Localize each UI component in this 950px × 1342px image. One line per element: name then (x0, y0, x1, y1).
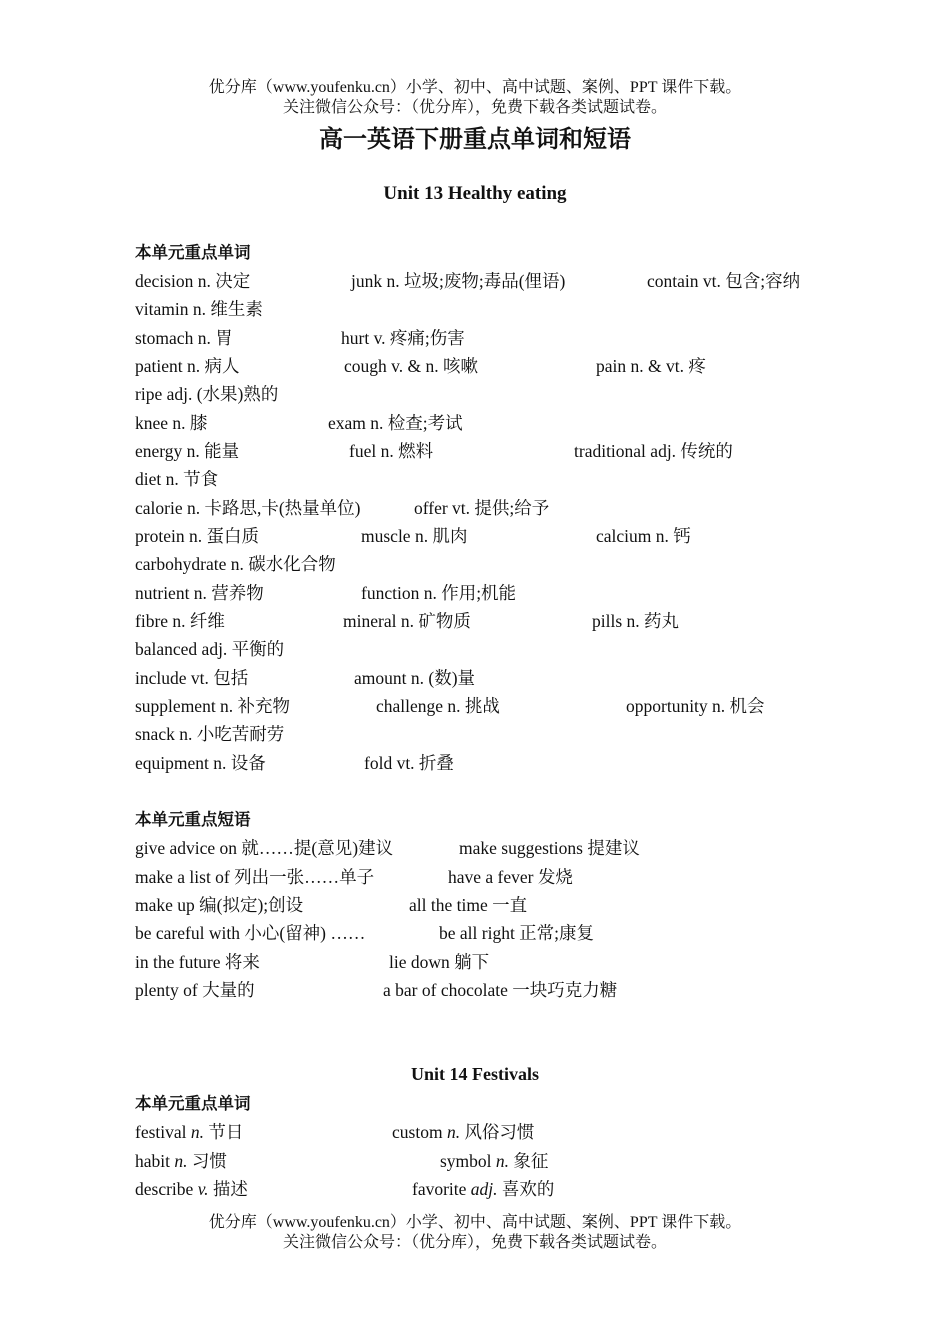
phrase-entry: make suggestions 提建议 (459, 838, 640, 858)
vocab-entry (440, 1147, 548, 1175)
vocab-row (0, 494, 950, 522)
document-title: 高一英语下册重点单词和短语 (319, 125, 631, 153)
vocab-entry: hurt v. 疼痛;伤害 (341, 328, 465, 348)
phrase-entry: give advice on 就……提(意见)建议 (135, 838, 394, 858)
vocab-entry: contain vt. 包含;容纳 (647, 271, 801, 291)
vocab-meaning: 象征 (509, 1151, 549, 1171)
vocab-row (0, 1147, 950, 1175)
vocab-word: favorite (412, 1179, 471, 1199)
vocab-entry: ripe adj. (水果)熟的 (135, 384, 279, 404)
vocab-entry: diet n. 节食 (135, 469, 219, 489)
vocab-entry: traditional adj. 传统的 (574, 441, 733, 461)
vocab-row (0, 1175, 950, 1203)
vocab-row (0, 437, 950, 465)
page-header-line-2: 关注微信公众号：（优分库），免费下载各类试题试卷。 (282, 99, 667, 116)
vocab-row (0, 579, 950, 607)
vocab-row (0, 1118, 950, 1146)
vocab-entry: pills n. 药丸 (592, 611, 680, 631)
phrase-entry: a bar of chocolate 一块巧克力糖 (383, 980, 618, 1000)
vocab-word: habit (135, 1151, 175, 1171)
vocab-entry: challenge n. 挑战 (376, 696, 500, 716)
vocab-row (0, 692, 950, 720)
vocab-row (0, 607, 950, 635)
vocab-pos: n. (495, 1151, 510, 1171)
phrase-entry: have a fever 发烧 (448, 867, 573, 887)
vocab-entry: knee n. 膝 (135, 413, 208, 433)
vocab-meaning: 习惯 (187, 1151, 227, 1171)
vocab-row (0, 267, 950, 295)
vocab-entry: opportunity n. 机会 (626, 696, 765, 716)
vocab-entry: junk n. 垃圾;废物;毒品(俚语) (351, 271, 566, 291)
vocab-entry: fibre n. 纤维 (135, 611, 225, 631)
vocab-row (0, 664, 950, 692)
phrase-row (0, 863, 950, 891)
vocab-entry: decision n. 决定 (135, 271, 251, 291)
vocab-pos: adj. (470, 1179, 498, 1199)
phrase-entry: plenty of 大量的 (135, 980, 255, 1000)
vocab-row (0, 380, 950, 408)
vocab-entry (135, 1147, 227, 1175)
phrase-entry: make up 编(拟定);创设 (135, 895, 304, 915)
vocab-entry: pain n. & vt. 疼 (596, 356, 706, 376)
unit13-words-heading: 本单元重点单词 (135, 243, 251, 262)
vocab-row (0, 352, 950, 380)
vocab-row (0, 409, 950, 437)
unit13-phrases-heading-row (0, 806, 950, 834)
vocab-entry: offer vt. 提供;给予 (414, 498, 550, 518)
vocab-entry: fuel n. 燃料 (349, 441, 434, 461)
vocab-entry: include vt. 包括 (135, 668, 249, 688)
vocab-meaning: 描述 (208, 1179, 248, 1199)
page-header-line-1: 优分库（www.youfenku.cn）小学、初中、高中试题、案例、PPT 课件下载。 (208, 79, 742, 96)
vocab-entry (392, 1118, 534, 1146)
unit13-phrases-heading: 本单元重点短语 (135, 810, 251, 829)
vocab-entry: muscle n. 肌肉 (361, 526, 468, 546)
vocab-entry: energy n. 能量 (135, 441, 240, 461)
vocab-meaning: 风俗习惯 (460, 1122, 535, 1142)
phrase-row (0, 976, 950, 1004)
vocab-meaning: 节日 (204, 1122, 244, 1142)
vocab-pos: v. (197, 1179, 209, 1199)
vocab-entry: snack n. 小吃苦耐劳 (135, 724, 285, 744)
vocab-row (0, 522, 950, 550)
unit14-words-heading: 本单元重点单词 (135, 1094, 251, 1113)
vocab-row (0, 550, 950, 578)
unit13-words-heading-row (0, 239, 950, 267)
phrase-entry: in the future 将来 (135, 952, 260, 972)
vocab-row (0, 720, 950, 748)
vocab-row (0, 324, 950, 352)
vocab-entry (412, 1175, 554, 1203)
vocab-entry: amount n. (数)量 (354, 668, 476, 688)
vocab-entry: supplement n. 补充物 (135, 696, 291, 716)
vocab-entry: carbohydrate n. 碳水化合物 (135, 554, 336, 574)
phrase-entry: all the time 一直 (409, 895, 528, 915)
unit13-heading: Unit 13 Healthy eating (383, 183, 567, 204)
page-footer-line-1: 优分库（www.youfenku.cn）小学、初中、高中试题、案例、PPT 课件下载。 (208, 1214, 742, 1231)
vocab-entry: balanced adj. 平衡的 (135, 639, 285, 659)
phrase-entry: be all right 正常;康复 (439, 923, 595, 943)
vocab-entry: protein n. 蛋白质 (135, 526, 259, 546)
phrase-row (0, 891, 950, 919)
vocab-entry: calcium n. 钙 (596, 526, 691, 546)
phrase-entry: make a list of 列出一张……单子 (135, 867, 375, 887)
vocab-entry: stomach n. 胃 (135, 328, 233, 348)
phrase-entry: lie down 躺下 (389, 952, 490, 972)
vocab-entry: fold vt. 折叠 (364, 753, 454, 773)
vocab-word: describe (135, 1179, 198, 1199)
vocab-pos: n. (446, 1122, 461, 1142)
vocab-entry: calorie n. 卡路思,卡(热量单位) (135, 498, 361, 518)
vocab-row (0, 635, 950, 663)
vocab-word: festival (135, 1122, 191, 1142)
vocab-entry: equipment n. 设备 (135, 753, 266, 773)
vocab-pos: n. (190, 1122, 205, 1142)
vocab-entry: cough v. & n. 咳嗽 (344, 356, 478, 376)
vocab-row (0, 749, 950, 777)
page-footer-line-2: 关注微信公众号：（优分库），免费下载各类试题试卷。 (282, 1234, 667, 1251)
vocab-entry: mineral n. 矿物质 (343, 611, 471, 631)
vocab-row (0, 465, 950, 493)
vocab-word: symbol (440, 1151, 496, 1171)
vocab-word: custom (392, 1122, 447, 1142)
phrase-row (0, 834, 950, 862)
vocab-entry: patient n. 病人 (135, 356, 240, 376)
vocab-meaning: 喜欢的 (497, 1179, 555, 1199)
phrase-row (0, 919, 950, 947)
vocab-entry: nutrient n. 营养物 (135, 583, 264, 603)
vocab-entry: vitamin n. 维生素 (135, 299, 263, 319)
vocab-row (0, 295, 950, 323)
vocab-entry: exam n. 检查;考试 (328, 413, 463, 433)
unit14-words-heading-row (0, 1090, 950, 1118)
unit14-heading: Unit 14 Festivals (411, 1064, 539, 1084)
vocab-pos: n. (174, 1151, 188, 1171)
vocab-entry: function n. 作用;机能 (361, 583, 517, 603)
phrase-row (0, 948, 950, 976)
phrase-entry: be careful with 小心(留神) …… (135, 923, 366, 943)
vocab-entry (135, 1175, 248, 1203)
vocab-entry (135, 1118, 243, 1146)
